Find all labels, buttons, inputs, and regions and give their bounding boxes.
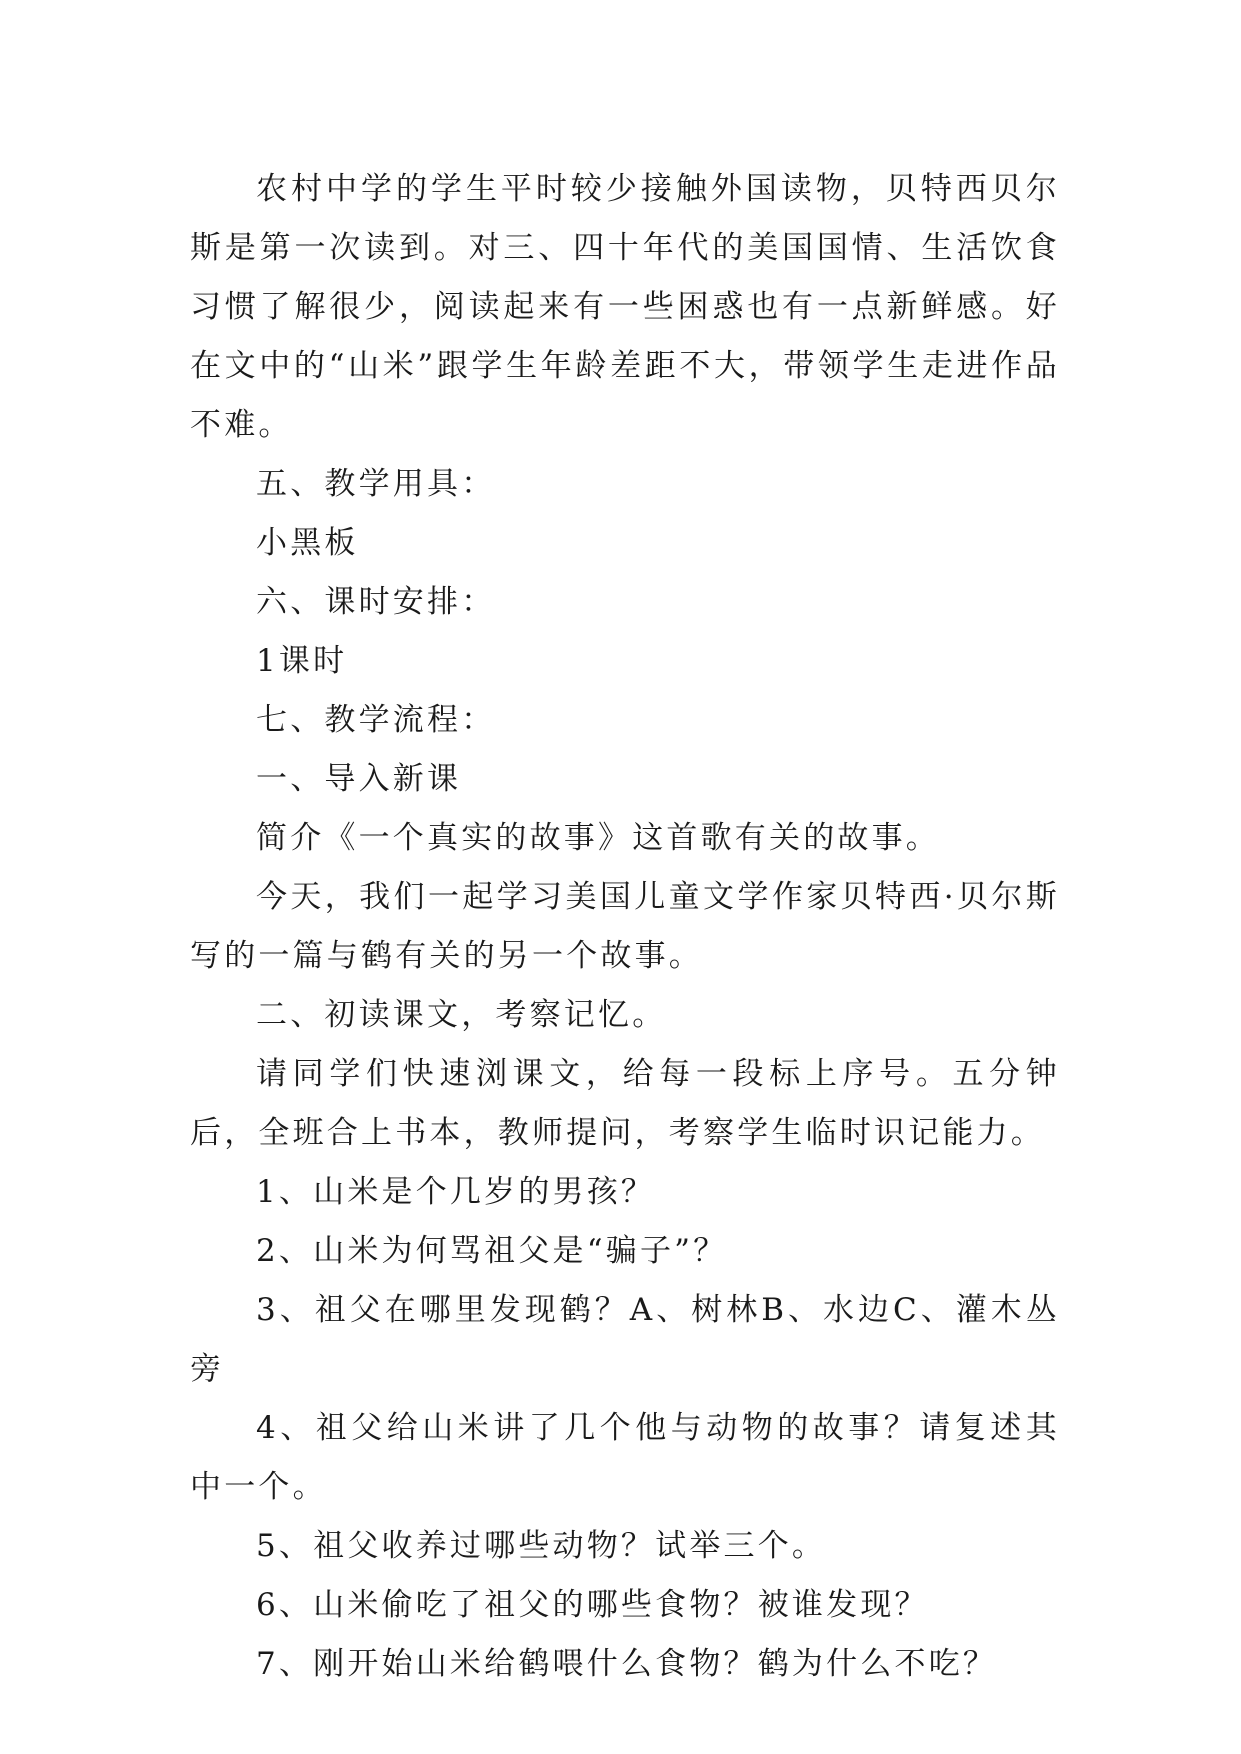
question-2: 2、山米为何骂祖父是“骗子”？ (256, 1233, 728, 1269)
paragraph-teaching-tools: 小黑板 (256, 525, 359, 561)
paragraph-intro: 农村中学的学生平时较少接触外国读物，贝特西贝尔斯是第一次读到。对三、四十年代的美国国情、生活饮食习惯了解很少，阅读起来有一些困惑也有一点新鲜感。好在文中的“山米”跟学生年龄差距不大，带领学生走进作品不难。 (190, 171, 1060, 443)
heading-teaching-tools: 五、教学用具： (256, 466, 496, 502)
question-3: 3、祖父在哪里发现鹤？A、树林B、水边C、灌木丛旁 (190, 1292, 1060, 1387)
paragraph-today: 今天，我们一起学习美国儿童文学作家贝特西·贝尔斯写的一篇与鹤有关的另一个故事。 (190, 879, 1060, 974)
heading-schedule: 六、课时安排： (256, 584, 496, 620)
heading-new-lesson: 一、导入新课 (256, 761, 462, 797)
paragraph-schedule: 1课时 (256, 643, 348, 679)
question-5: 5、祖父收养过哪些动物？试举三个。 (256, 1528, 827, 1564)
heading-teaching-flow: 七、教学流程： (256, 702, 496, 738)
heading-first-reading: 二、初读课文，考察记忆。 (256, 997, 667, 1033)
question-7: 7、刚开始山米给鹤喂什么食物？鹤为什么不吃？ (256, 1646, 998, 1682)
question-1: 1、山米是个几岁的男孩？ (256, 1174, 656, 1210)
question-4: 4、祖父给山米讲了几个他与动物的故事？请复述其中一个。 (190, 1410, 1060, 1505)
paragraph-song-intro: 简介《一个真实的故事》这首歌有关的故事。 (256, 820, 940, 856)
document-body (190, 160, 1060, 1694)
question-6: 6、山米偷吃了祖父的哪些食物？被谁发现？ (256, 1587, 929, 1623)
paragraph-instructions: 请同学们快速浏课文，给每一段标上序号。五分钟后，全班合上书本，教师提问，考察学生临时识记能力。 (190, 1056, 1060, 1151)
